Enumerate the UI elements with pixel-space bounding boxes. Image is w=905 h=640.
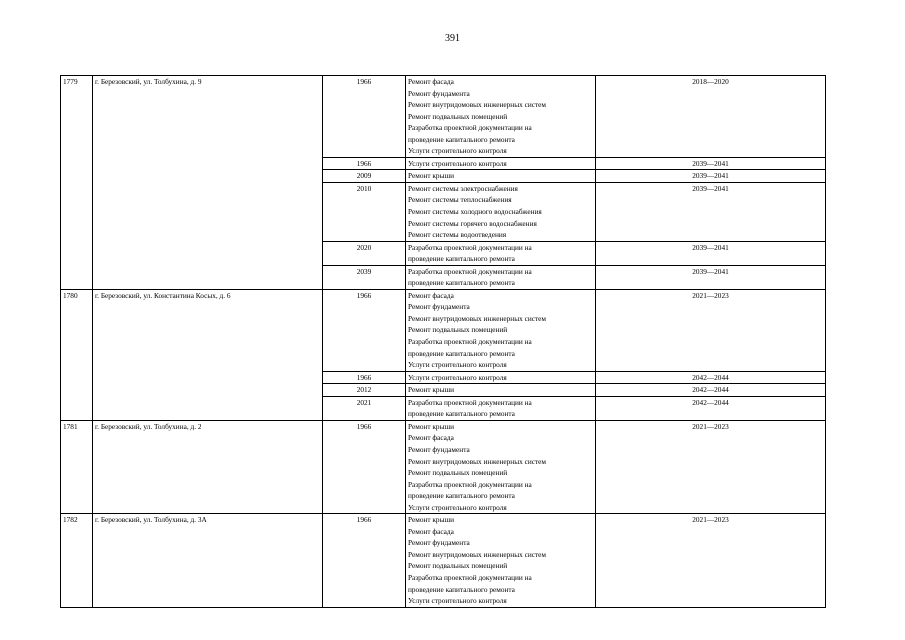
planned-period: 2039—2041	[596, 157, 826, 170]
work-type: Ремонт подвальных помещений	[408, 561, 508, 571]
work-type: Разработка проектной документации на	[408, 266, 532, 276]
entry-address: г. Березовский, ул. Толбухина, д. 9	[93, 76, 323, 290]
work-type: Разработка проектной документации на	[408, 242, 532, 252]
work-type: Разработка проектной документации на	[408, 479, 532, 489]
construction-year: 2021	[323, 396, 406, 420]
planned-period: 2042—2044	[596, 396, 826, 420]
construction-year: 1966	[323, 420, 406, 513]
planned-period: 2039—2041	[596, 170, 826, 183]
work-type: Ремонт фундамента	[408, 444, 470, 454]
planned-period: 2021—2023	[596, 289, 826, 371]
work-type: Услуги строительного контроля	[408, 372, 507, 382]
work-type: Разработка проектной документации на	[408, 572, 532, 582]
construction-year: 2010	[323, 182, 406, 241]
work-types-cell	[406, 76, 596, 158]
work-type: Услуги строительного контроля	[408, 158, 507, 168]
work-types-cell	[406, 265, 596, 289]
work-types-cell	[406, 157, 596, 170]
work-type: проведение капитального ремонта	[408, 584, 515, 594]
construction-year: 1966	[323, 157, 406, 170]
work-type: проведение капитального ремонта	[408, 278, 515, 288]
work-type: Ремонт внутридомовых инженерных систем	[408, 456, 547, 466]
work-type: проведение капитального ремонта	[408, 491, 515, 501]
work-types-cell	[406, 514, 596, 607]
work-types-cell	[406, 170, 596, 183]
construction-year: 2020	[323, 241, 406, 265]
work-type: Ремонт системы водоотведения	[408, 230, 507, 240]
work-types-cell	[406, 396, 596, 420]
work-type: Ремонт крыши	[408, 515, 455, 525]
planned-period: 2042—2044	[596, 371, 826, 384]
construction-year: 1966	[323, 514, 406, 607]
repair-schedule-table	[60, 75, 826, 608]
entry-number: 1781	[61, 420, 93, 513]
entry-number: 1782	[61, 514, 93, 607]
planned-period: 2039—2041	[596, 182, 826, 241]
construction-year: 2009	[323, 170, 406, 183]
entry-address: г. Березовский, ул. Константина Косых, д. 6	[93, 289, 323, 420]
work-type: проведение капитального ремонта	[408, 134, 515, 144]
work-type: Ремонт фундамента	[408, 302, 470, 312]
planned-period: 2021—2023	[596, 514, 826, 607]
work-type: Разработка проектной документации на	[408, 337, 532, 347]
page-number: 391	[445, 33, 460, 44]
work-type: Услуги строительного контроля	[408, 360, 507, 370]
planned-period: 2018—2020	[596, 76, 826, 158]
entry-number: 1779	[61, 76, 93, 290]
entry-address: г. Березовский, ул. Толбухина, д. 2	[93, 420, 323, 513]
work-type: Ремонт фасада	[408, 526, 454, 536]
work-type: Разработка проектной документации на	[408, 397, 532, 407]
construction-year: 2039	[323, 265, 406, 289]
work-type: Услуги строительного контроля	[408, 596, 507, 606]
work-type: Ремонт системы холодного водоснабжения	[408, 207, 542, 217]
work-type: проведение капитального ремонта	[408, 254, 515, 264]
work-type: Ремонт подвальных помещений	[408, 111, 508, 121]
work-type: Ремонт фундамента	[408, 88, 470, 98]
planned-period: 2039—2041	[596, 241, 826, 265]
work-types-cell	[406, 182, 596, 241]
entry-address: г. Березовский, ул. Толбухина, д. 3А	[93, 514, 323, 607]
work-type: Ремонт фасада	[408, 77, 454, 86]
work-type: проведение капитального ремонта	[408, 409, 515, 419]
work-types-cell	[406, 420, 596, 513]
work-type: Ремонт системы электроснабжения	[408, 183, 518, 193]
work-type: Ремонт фасада	[408, 433, 454, 443]
table-row	[61, 76, 826, 158]
table-row	[61, 514, 826, 607]
work-type: Ремонт внутридомовых инженерных систем	[408, 100, 547, 110]
construction-year: 1966	[323, 289, 406, 371]
work-types-cell	[406, 384, 596, 397]
work-type: Ремонт системы горячего водоснабжения	[408, 218, 537, 228]
work-type: Ремонт подвальных помещений	[408, 325, 508, 335]
work-type: Ремонт внутридомовых инженерных систем	[408, 313, 547, 323]
work-types-cell	[406, 289, 596, 371]
work-type: Разработка проектной документации на	[408, 123, 532, 133]
work-types-cell	[406, 371, 596, 384]
work-type: Ремонт крыши	[408, 421, 455, 431]
work-type: Ремонт крыши	[408, 171, 455, 181]
planned-period: 2021—2023	[596, 420, 826, 513]
table-body	[61, 76, 826, 608]
work-type: Ремонт фундамента	[408, 538, 470, 548]
work-type: Услуги строительного контроля	[408, 146, 507, 156]
table-row	[61, 420, 826, 513]
table-row	[61, 289, 826, 371]
work-type: проведение капитального ремонта	[408, 348, 515, 358]
planned-period: 2039—2041	[596, 265, 826, 289]
work-type: Ремонт фасада	[408, 290, 454, 300]
work-types-cell	[406, 241, 596, 265]
construction-year: 1966	[323, 76, 406, 158]
work-type: Ремонт системы теплоснабжения	[408, 195, 512, 205]
planned-period: 2042—2044	[596, 384, 826, 397]
construction-year: 1966	[323, 371, 406, 384]
construction-year: 2012	[323, 384, 406, 397]
work-type: Услуги строительного контроля	[408, 502, 507, 512]
work-type: Ремонт внутридомовых инженерных систем	[408, 549, 547, 559]
work-type: Ремонт подвальных помещений	[408, 468, 508, 478]
work-type: Ремонт крыши	[408, 385, 455, 395]
entry-number: 1780	[61, 289, 93, 420]
